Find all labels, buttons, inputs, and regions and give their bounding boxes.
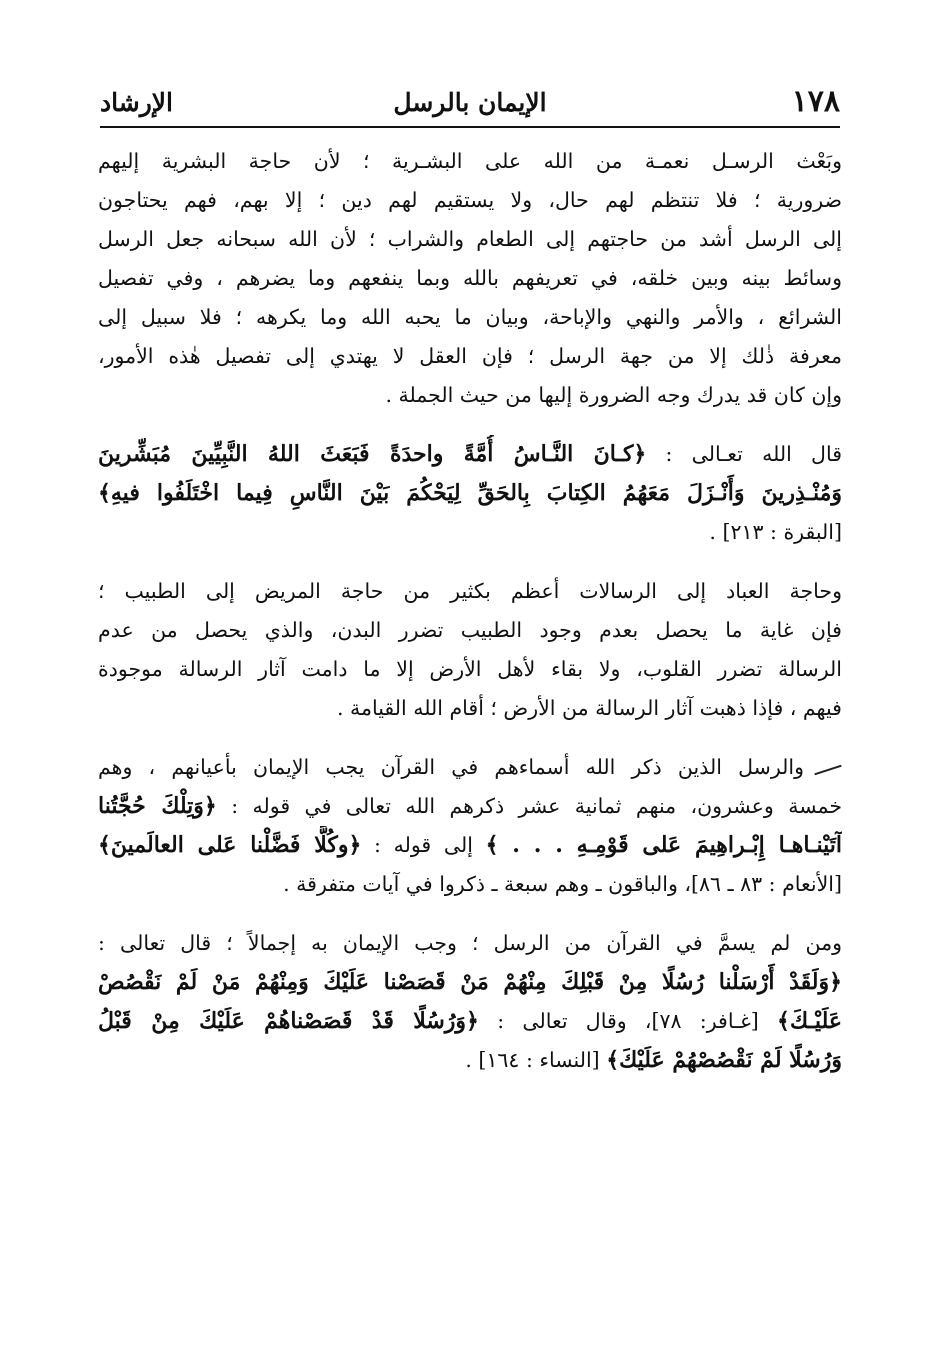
header-rule [100, 126, 840, 128]
citation: [البقرة : ٢١٣] . [709, 520, 842, 544]
page-number: ١٧٨ [791, 84, 840, 119]
quran-verse: آتَيْنـاهـا إِبْـراهِيمَ عَلى قَوْمِـهِ . . . ﴾ [485, 832, 842, 858]
quran-verse: ﴿وكُلًّا فَضَّلْنا عَلى العالَمينَ﴾ [98, 832, 362, 858]
text-line: وإن كان قد يدرك وجه الضرورة إليها من حيث الجملة . [385, 383, 842, 407]
quran-verse: ﴿وَتِلْكَ حُجَّتُنا [98, 793, 217, 819]
text-line [98, 865, 842, 904]
quran-verse: ﴿وَلَقَدْ أَرْسَلْنا رُسُلًا مِنْ قَبْلِكَ مِنْهُمْ مَنْ قَصَصْنا عَلَيْكَ وَمِنْهُمْ مَنْ لَمْ نَقْصُصْ [98, 969, 842, 995]
paragraph [98, 748, 842, 904]
text-line [98, 1002, 842, 1041]
text-line [98, 748, 842, 787]
paragraph [98, 572, 842, 728]
citation: [النساء : ١٦٤] . [465, 1048, 607, 1072]
text-line [98, 474, 842, 513]
text-line: إلى الرسل أشد من حاجتهم إلى الطعام والشراب ؛ لأن الله سبحانه جعل الرسل [98, 227, 842, 251]
text-line [98, 513, 842, 552]
quran-verse: وَمُنْـذِرينَ وَأَنْـزَلَ مَعَهُمُ الكِتابَ بِالحَقِّ لِيَحْكُمَ بَيْنَ النَّاسِ فِيما اخْتَلَفُوا فيهِ﴾ [98, 480, 842, 506]
margin-marker-icon [812, 762, 842, 776]
text-line: الشرائع ، والأمر والنهي والإباحة، وبيان ما يحبه الله وما يكرهه ؛ فلا سبيل إلى [98, 305, 842, 329]
text-line: وبَعْث الرسـل نعمـة من الله على البشـرية ؛ لأن حاجة البشرية إليهم [98, 149, 842, 173]
paragraph [98, 924, 842, 1080]
page-header [100, 80, 840, 124]
text-line: الرسالة تضرر القلوب، ولا بقاء لأهل الأرض إلا ما دامت آثار الرسالة موجودة [98, 657, 842, 681]
text-line [98, 787, 842, 826]
text-line: وسائط بينه وبين خلقه، في تعريفهم بالله وبما ينفعهم وما يضرهم ، وفي تفصيل [98, 266, 842, 290]
citation: [الأنعام : ٨٣ ـ ٨٦]، والباقون ـ وهم سبعة ـ ذكروا في آيات متفرقة . [283, 872, 842, 896]
plain-text: والرسل الذين ذكر الله أسماءهم في القرآن يجب الإيمان بأعيانهم ، وهم [98, 755, 804, 779]
text-line [98, 1041, 842, 1080]
plain-text: خمسة وعشرون، منهم ثمانية عشر ذكرهم الله تعالى في قوله : [216, 794, 842, 818]
text-line [98, 826, 842, 865]
body-text [98, 142, 842, 1100]
text-line [98, 924, 842, 963]
plain-text: ومن لم يسمَّ في القرآن من الرسل ؛ وجب الإيمان به إجمالاً ؛ قال تعالى : [98, 931, 842, 955]
text-line [98, 435, 842, 474]
plain-text: قال الله تعـالى : [646, 442, 842, 466]
plain-text: إلى قوله : [361, 833, 486, 857]
text-line: فيهم ، فإذا ذهبت آثار الرسالة من الأرض ؛ أقام الله القيامة . [336, 696, 842, 720]
quran-verse: عَلَيْـكَ﴾ [777, 1008, 842, 1034]
plain-text: [غـافر: ٧٨]، وقال تعالى : [478, 1009, 778, 1033]
text-line: ضرورية ؛ فلا تنتظم لهم حال، ولا يستقيم لهم دين ؛ إلا بهم، فهم يحتاجون [98, 188, 842, 212]
quran-verse: ﴿كـانَ النَّـاسُ أُمَّةً واحدَةً فَبَعَثَ اللهُ النَّبِيِّينَ مُبَشِّرينَ [98, 441, 647, 467]
chapter-title: الإيمان بالرسل [393, 88, 547, 117]
quran-verse: وَرُسُلًا لَمْ نَقْصُصْهُمْ عَلَيْكَ﴾ [606, 1047, 842, 1073]
quran-verse: ﴿وَرُسُلًا قَدْ قَصَصْناهُمْ عَلَيْكَ مِنْ قَبْلُ [98, 1008, 479, 1034]
book-title: الإرشاد [100, 88, 173, 117]
paragraph [98, 435, 842, 552]
text-line: معرفة ذٰلك إلا من جهة الرسل ؛ فإن العقل لا يهتدي إلى تفصيل هٰذه الأمور، [98, 344, 842, 368]
paragraph [98, 142, 842, 415]
text-line [98, 963, 842, 1002]
text-line: فإن غاية ما يحصل بعدم وجود الطبيب تضرر البدن، والذي يحصل من عدم [98, 618, 842, 642]
text-line: وحاجة العباد إلى الرسالات أعظم بكثير من حاجة المريض إلى الطبيب ؛ [98, 579, 842, 603]
